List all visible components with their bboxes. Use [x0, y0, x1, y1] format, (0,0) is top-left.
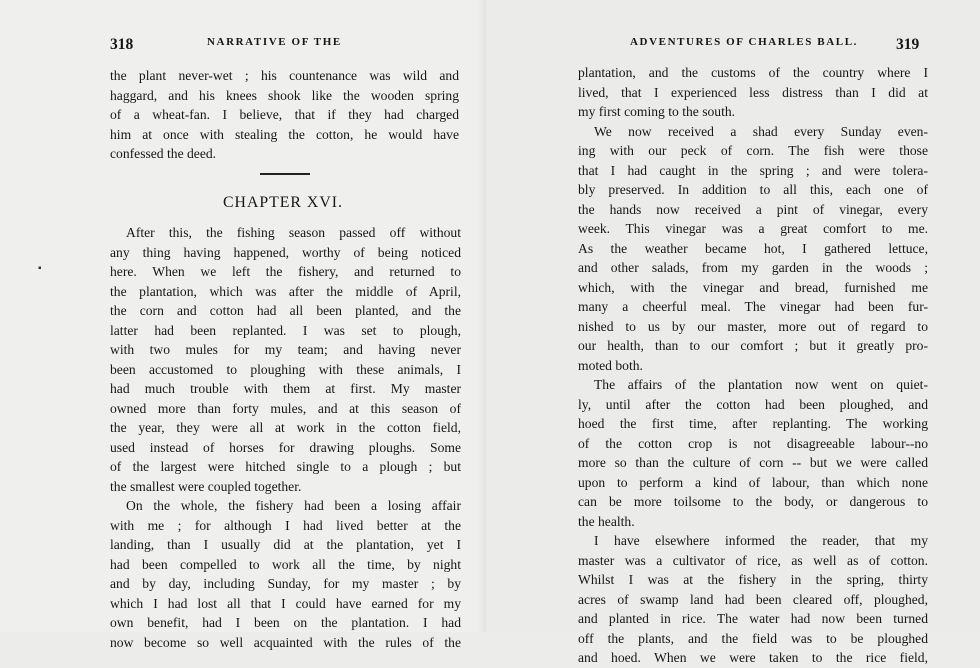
text-line: hoed the first time, after replanting. The working — [578, 416, 928, 431]
text-line: had been compelled to work all the time, by night — [110, 556, 461, 572]
text-line: moted both. — [578, 357, 643, 373]
text-line: After this, the fishing season passed off without — [126, 225, 461, 240]
text-line: used instead of horses for drawing ploughs. Some — [110, 439, 461, 455]
text-line: week. This vinegar was a great comfort to me. — [578, 221, 928, 236]
running-head-right: ADVENTURES OF CHARLES BALL. — [630, 36, 858, 48]
text-line: of the largest were hitched single to a plough ; but — [110, 459, 461, 474]
text-line: On the whole, the fishery had been a losing affair — [126, 498, 461, 513]
text-line: off the plants, and the field was to be ploughed — [578, 630, 928, 646]
ink-speck: ▪ — [38, 263, 42, 274]
text-line: the health. — [578, 513, 635, 529]
text-line: him at once with stealing the cotton, he would have — [110, 126, 459, 142]
right-page — [486, 0, 980, 665]
text-line: haggard, and his knees shook like the wooden spring — [110, 87, 459, 103]
text-line: The affairs of the plantation now went on quiet- — [594, 377, 928, 392]
chapter-heading: CHAPTER XVI. — [223, 194, 343, 211]
text-line: my first coming to the south. — [578, 104, 736, 119]
text-line: with me ; for although I had lived better at the — [110, 517, 461, 533]
text-line: of a wheat-fan. I believe, that if they had charged — [110, 107, 459, 122]
text-line: I have elsewhere informed the reader, that my — [594, 533, 928, 548]
text-line: the corn and cotton had all been planted, and the — [110, 303, 461, 318]
text-line: and by day, including Sunday, for my master ; by — [110, 576, 461, 591]
text-line: ly, until after the cotton had been ploughed, and — [578, 396, 928, 412]
text-line: As the weather became hot, I gathered lettuce, — [578, 240, 928, 256]
text-line: the plantation, which was after the middle of April, — [110, 283, 461, 299]
text-line: the hands now received a pint of vinegar, every — [578, 201, 928, 217]
text-line: can be more toilsome to the body, or dangerous to — [578, 494, 928, 509]
text-line: upon to perform a kind of labour, than which none — [578, 474, 928, 490]
text-line: any thing having happened, worthy of being noticed — [110, 244, 461, 260]
text-line: with two mules for my team; and having never — [110, 342, 461, 357]
right-page-text — [578, 63, 928, 668]
text-line: ing with our peck of corn. The fish were those — [578, 143, 928, 158]
page-number-left: 318 — [110, 36, 134, 53]
text-line: of the cotton crop is not disagreeable labour--no — [578, 435, 928, 451]
text-line: our health, than to our comfort ; but it greatly pro- — [578, 338, 928, 353]
text-line: had much trouble with them at first. My master — [110, 381, 461, 396]
text-line: which I had lost all that I could have earned for my — [110, 595, 461, 611]
continuation-paragraph — [110, 66, 459, 164]
text-line: more so than the culture of corn -- but we were called — [578, 455, 928, 470]
text-line: and planted in rice. The water had now been turned — [578, 611, 928, 626]
text-line: bly preserved. In addition to all this, each one of — [578, 182, 928, 197]
text-line: which, with the vinegar and bread, furnished me — [578, 279, 928, 295]
text-line: own benefit, had I been on the plantation. I had — [110, 615, 461, 630]
text-line: and other salads, from my garden in the woods ; — [578, 260, 928, 275]
text-line: the year, they were all at work in the cotton field, — [110, 420, 461, 435]
left-page — [0, 0, 486, 650]
running-head-left: NARRATIVE OF THE — [207, 36, 342, 48]
text-line: been accustomed to ploughing with these animals, I — [110, 361, 461, 377]
text-line: here. When we left the fishery, and returned to — [110, 264, 461, 279]
text-line: confessed the deed. — [110, 146, 217, 161]
text-line: now become so well acquainted with the rules of the — [110, 634, 461, 650]
text-line: landing, than I usually did at the plantation, yet I — [110, 537, 461, 552]
text-line: plantation, and the customs of the country where I — [578, 65, 928, 80]
section-rule — [260, 173, 310, 175]
text-line: and hoed. When we were taken to the rice field, — [578, 650, 928, 665]
text-line: master was a cultivator of rice, as well as of cotton. — [578, 552, 928, 568]
text-line: latter had been replanted. I was set to plough, — [110, 322, 461, 338]
text-line: the smallest were coupled together. — [110, 478, 302, 494]
page-number-right: 319 — [896, 36, 920, 53]
text-line: We now received a shad every Sunday even- — [594, 123, 928, 139]
text-line: many a cheerful meal. The vinegar had been fur- — [578, 299, 928, 314]
text-line: the plant never-wet ; his countenance was wild and — [110, 68, 459, 83]
text-line: acres of swamp land had been cleared off, ploughed, — [578, 591, 928, 607]
text-line: Whilst I was at the fishery in the spring, thirty — [578, 572, 928, 587]
paragraph-1 — [110, 223, 461, 652]
text-line: nished to us by our master, more out of regard to — [578, 318, 928, 334]
text-line: that I had caught in the spring ; and were tolera- — [578, 162, 928, 178]
text-line: owned more than forty mules, and at this season of — [110, 400, 461, 416]
text-line: lived, that I experienced less distress than I did at — [578, 84, 928, 100]
